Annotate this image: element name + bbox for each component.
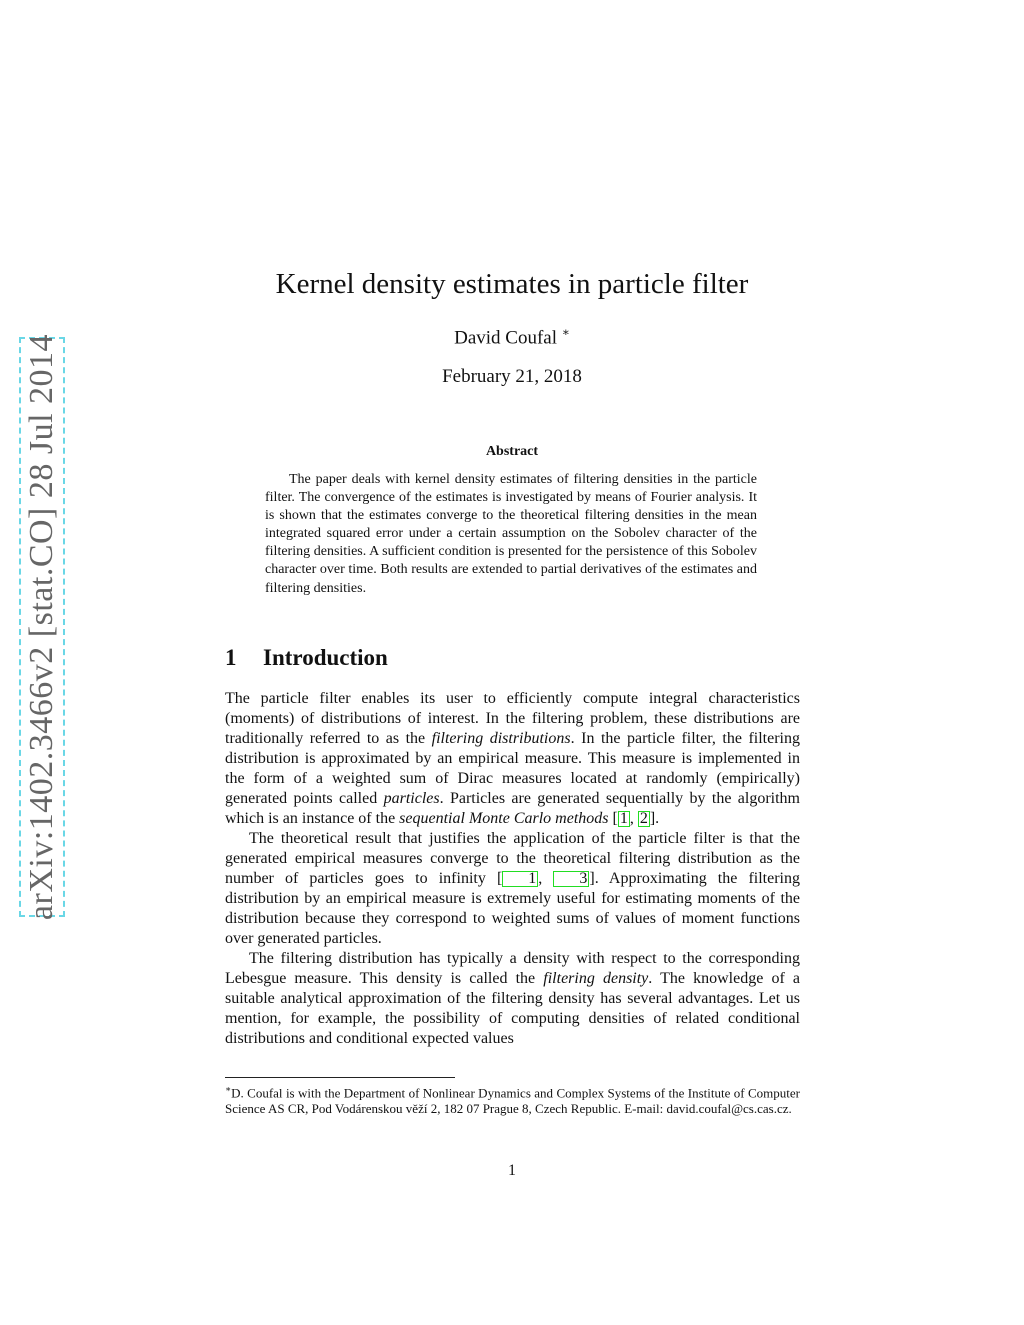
section-title: Introduction bbox=[263, 645, 388, 670]
paragraph-text: . Approximating the filtering distribution by an empirical measure is extremely useful for estimating moments of the distribution because they correspond to weighted sums of values of moment functions over generated particles. bbox=[225, 870, 800, 947]
paragraph-text: The particle filter enables its user to efficiently compute integral characteristics (moments) of distributions of interest. In the filtering problem, these distributions are traditionally referred to as the bbox=[225, 690, 800, 747]
emphasis-term: filtering density bbox=[543, 970, 649, 987]
citation-bracket: ] bbox=[589, 870, 595, 887]
abstract-heading: Abstract bbox=[485, 444, 539, 459]
section-heading-introduction bbox=[225, 645, 388, 671]
citation-link[interactable]: 3 bbox=[553, 871, 589, 887]
citation-link[interactable]: 2 bbox=[639, 810, 648, 827]
paragraph-text: The theoretical result that justifies the application of the particle filter is that the generated empirical measures converge to the theoretical filtering distribution as the number of particles goes to infinity bbox=[225, 830, 800, 887]
footnote-mark: ∗ bbox=[225, 1084, 232, 1094]
abstract-text: The paper deals with kernel density estimates of filtering densities in the particle filter. The convergence of the estimates is investigated by means of Fourier analysis. It is shown that the estimates converge to the theoretical filtering densities in the mean integrated squared error under a certain assumption on the Sobolev character of the filtering densities. A sufficient condition is presented for the persistence of this Sobolev character over time. Both results are extended to partial derivatives of the estimates and filtering densities. bbox=[265, 472, 757, 596]
citation-link[interactable]: 1 bbox=[502, 871, 538, 887]
section-number: 1 bbox=[225, 645, 237, 670]
author-footnote-mark[interactable]: ∗ bbox=[561, 325, 570, 339]
paper-date: February 21, 2018 bbox=[442, 366, 582, 387]
paragraph-3 bbox=[225, 949, 800, 1049]
introduction-body bbox=[225, 689, 800, 1049]
footnote-text: D. Coufal is with the Department of Nonlinear Dynamics and Complex Systems of the Institute of Computer Science AS CR, Pod Vodárenskou věží 2, 182 07 Prague 8, Czech Republic. E-mail: david.coufal@cs.cas.cz. bbox=[225, 1085, 800, 1117]
paragraph-text: . Particles are generated sequentially by the algorithm which is an instance of the bbox=[225, 790, 801, 827]
abstract-body bbox=[265, 471, 757, 598]
citation-bracket: [ bbox=[496, 870, 503, 887]
paragraph-text: . In the particle filter, the filtering distribution is approximated by an empirical measure. This measure is implemented in the form of a weighted sum of Dirac measures located at randomly (empirically) generated points called bbox=[225, 730, 800, 807]
citation-bracket: [ bbox=[612, 810, 618, 827]
emphasis-term: particles bbox=[383, 790, 440, 807]
citation-separator: , bbox=[629, 810, 638, 827]
paragraph-text: The filtering distribution has typically a density with respect to the corresponding Lebesgue measure. This density is called the bbox=[225, 950, 800, 987]
author-name: David Coufal bbox=[454, 327, 557, 349]
arxiv-identifier-text: arXiv:1402.3466v2 [stat.CO] 28 Jul 2014 bbox=[23, 333, 60, 921]
citation-bracket: ]. bbox=[649, 810, 660, 827]
page-number: 1 bbox=[508, 1162, 516, 1179]
arxiv-identifier-stamp[interactable] bbox=[19, 333, 65, 921]
citation-link[interactable]: 1 bbox=[619, 810, 628, 827]
paragraph-2 bbox=[225, 829, 800, 949]
emphasis-term: filtering distributions bbox=[431, 730, 571, 747]
paragraph-1 bbox=[225, 689, 800, 829]
paper-title: Kernel density estimates in particle filter bbox=[275, 268, 749, 300]
footnote bbox=[225, 1081, 800, 1117]
citation-separator: , bbox=[538, 870, 554, 887]
emphasis-term: sequential Monte Carlo methods bbox=[399, 810, 609, 827]
author-line bbox=[0, 325, 1024, 349]
footnote-divider bbox=[225, 1077, 455, 1078]
paragraph-text: . The knowledge of a suitable analytical approximation of the filtering density has several advantages. Let us mention, for example, the possibility of computing densities of related conditional distributions and conditional expected values bbox=[225, 970, 800, 1047]
